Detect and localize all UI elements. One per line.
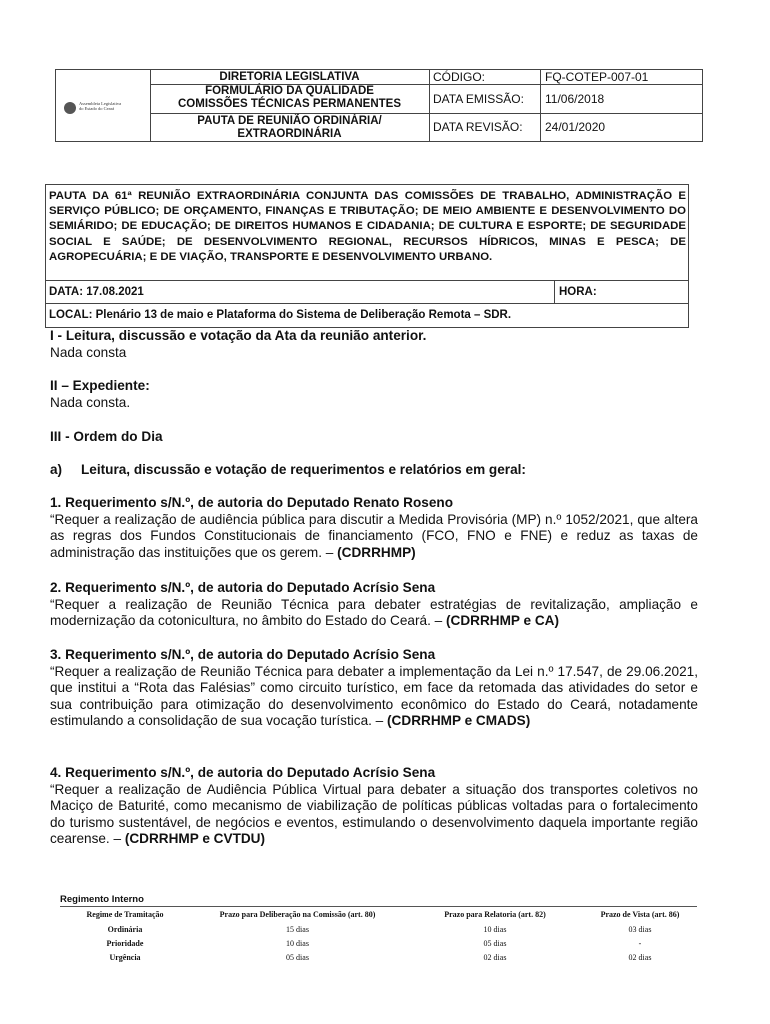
item-4-title: 4. Requerimento s/N.º, de autoria do Deputado Acrísio Sena (50, 765, 436, 780)
regiment-header-vista: Prazo de Vista (art. 86) (600, 910, 680, 919)
codigo-value: FQ-COTEP-007-01 (545, 70, 649, 84)
regiment-header-regime: Regime de Tramitação (86, 910, 164, 919)
revisao-label: DATA REVISÃO: (429, 114, 541, 141)
regiment-cell: - (638, 939, 642, 948)
item-3-committees: (CDRRHMP e CMADS) (387, 713, 531, 729)
header-form-type: FORMULÁRIO DA QUALIDADE (205, 85, 374, 97)
emissao-label: DATA EMISSÃO: (429, 85, 541, 113)
item-4-text: “Requer a realização de Audiência Pública Virtual para debater a situação dos transportes coletivos no Maciço de Baturité, como mecanismo de viabilização de políticas públicas voltadas para o fortalecimento do turismo sustentável, de negócios e eventos, estimulando o desenvolvimento daquela importante região cearense. – (CDRRHMP e CVTDU) (50, 782, 698, 847)
regiment-cell: 10 dias (483, 925, 507, 934)
meeting-info-box (45, 184, 689, 328)
regiment-row-ordinaria: Ordinária (107, 925, 143, 934)
seal-icon (64, 102, 76, 114)
regiment-row-prioridade: Prioridade (106, 939, 144, 948)
header-department: DIRETORIA LEGISLATIVA (219, 71, 360, 83)
regiment-cell: 02 dias (483, 953, 507, 962)
item-2-committees: (CDRRHMP e CA) (445, 613, 560, 629)
item-3-text: “Requer a realização de Reunião Técnica para debater a implementação da Lei n.º 17.547, de 29.06.2021, que institui a “Rota das Falésias” como circuito turístico, em face da retomada das atividades do setor e sua contribuição para otimização do desenvolvimento econômico do Estado do Ceará, notadamente estimulando a consolidação de sua vocação turística. – (CDRRHMP e CMADS) (50, 664, 698, 729)
header-doc-title-2: EXTRAORDINÁRIA (237, 128, 342, 140)
codigo-label: CÓDIGO: (429, 70, 541, 84)
meeting-location: LOCAL: Plenário 13 de maio e Plataforma do Sistema de Deliberação Remota – SDR. (49, 309, 512, 321)
item-1-committees: (CDRRHMP) (337, 544, 416, 560)
section-a-title: a) Leitura, discussão e votação de requerimentos e relatórios em geral: (50, 462, 526, 477)
regiment-cell: 05 dias (286, 953, 309, 962)
regiment-cell: 03 dias (628, 925, 652, 934)
section-1-title: I - Leitura, discussão e votação da Ata da reunião anterior. (50, 328, 427, 343)
item-2-title: 2. Requerimento s/N.º, de autoria do Deputado Acrísio Sena (50, 580, 436, 595)
item-4-committees: (CDRRHMP e CVTDU) (124, 831, 266, 847)
section-2-text: Nada consta. (50, 395, 131, 410)
regiment-header-deliberation: Prazo para Deliberação na Comissão (art. 80) (219, 910, 376, 919)
item-1-text: “Requer a realização de audiência pública para discutir a Medida Provisória (MP) n.º 1052/2021, que altera as regras dos Fundos Constitucionais de financiamento (FCO, FNO e FNE) e reduz as taxas de administração das instituições que os gerem. – (CDRRHMP) (50, 512, 698, 560)
meeting-time: HORA: (559, 286, 597, 298)
date-row (46, 280, 688, 304)
item-2-text: “Requer a realização de Reunião Técnica para debater estratégias de revitalização, ampliação e modernização da cotonicultura, no âmbito do Estado do Ceará. – (CDRRHMP e CA) (50, 597, 698, 629)
regiment-row-urgencia: Urgência (109, 953, 141, 962)
meeting-date: DATA: 17.08.2021 (49, 286, 144, 298)
emissao-value: 11/06/2018 (545, 92, 605, 106)
item-1-title: 1. Requerimento s/N.º, de autoria do Deputado Renato Roseno (50, 495, 454, 510)
revisao-value: 24/01/2020 (545, 120, 606, 134)
regiment-title: Regimento Interno (60, 894, 144, 905)
section-2-title: II – Expediente: (50, 378, 150, 393)
section-3-title: III - Ordem do Dia (50, 429, 163, 444)
logo-text: Assembleia Legislativa do Estado do Ceará (79, 101, 122, 111)
regiment-cell: 05 dias (483, 939, 507, 948)
document-header-table (55, 69, 703, 142)
header-commissions: COMISSÕES TÉCNICAS PERMANENTES (178, 98, 401, 110)
regiment-header-relatoria: Prazo para Relatoria (art. 82) (444, 910, 546, 919)
header-doc-title-1: PAUTA DE REUNIÃO ORDINÁRIA/ (197, 115, 382, 127)
regiment-cell: 15 dias (286, 925, 309, 934)
header-title-block (150, 70, 430, 141)
regiment-cell: 02 dias (628, 953, 652, 962)
institution-logo (56, 70, 151, 141)
regiment-cell: 10 dias (286, 939, 309, 948)
item-3-title: 3. Requerimento s/N.º, de autoria do Deputado Acrísio Sena (50, 647, 436, 662)
section-1-text: Nada consta (50, 345, 127, 360)
meeting-agenda-title: PAUTA DA 61ª REUNIÃO EXTRAORDINÁRIA CONJUNTA DAS COMISSÕES DE TRABALHO, ADMINISTRAÇÃO E SERVIÇO PÚBLICO; DE ORÇAMENTO, FINANÇAS E TRIBUTAÇÃO; DE MEIO AMBIENTE E DESENVOLVIMENTO DO SEMIÁRIDO; DE EDUCAÇÃO; DE DIREITOS HUMANOS E CIDADANIA; DE CULTURA E ESPORTE; DE SEGURIDADE SOCIAL E SAÚDE; DE DESENVOLVIMENTO REGIONAL, RECURSOS HÍDRICOS, MINAS E PESCA; DE AGROPECUÁRIA; E DE VIAÇÃO, TRANSPORTE E DESENVOLVIMENTO URBANO. (49, 190, 686, 263)
